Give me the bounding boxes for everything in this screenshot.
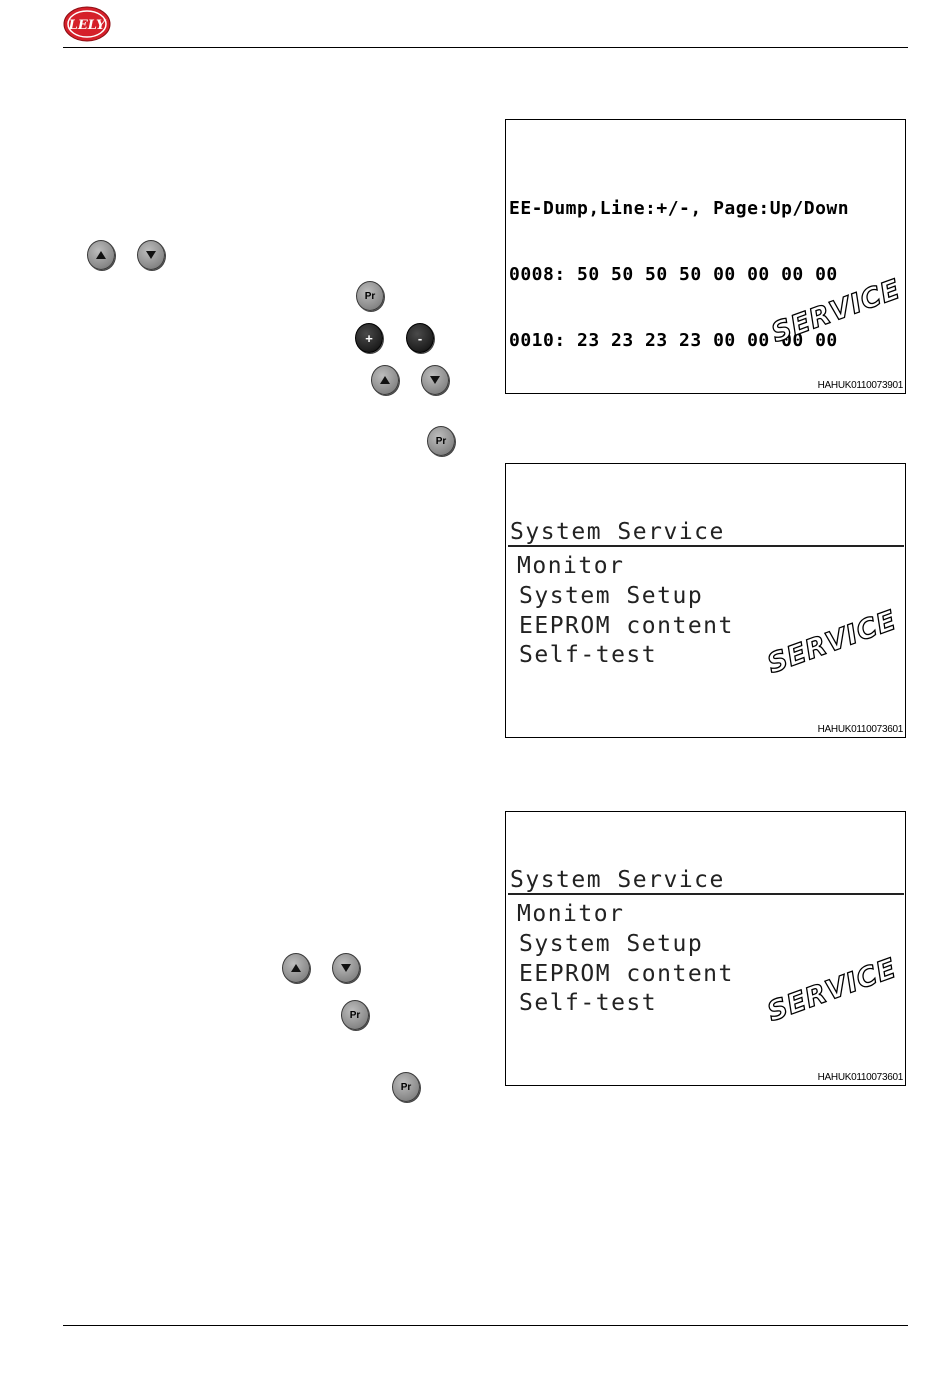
ee-dump-screen: [505, 119, 906, 394]
menu-item-eeprom-content: EEPROM content: [519, 613, 734, 639]
figure-caption: HAHUK0110073901: [817, 380, 903, 391]
up-key-button: [371, 365, 399, 395]
pr-key-button: [392, 1072, 420, 1102]
figure-caption: HAHUK0110073601: [817, 724, 903, 735]
arrow-down-icon: [146, 251, 156, 259]
ee-dump-lines: [509, 154, 849, 394]
pr-key-label: Pr: [400, 1081, 412, 1093]
minus-key-label: -: [417, 330, 423, 346]
logo-text: LELY: [68, 18, 106, 33]
footer-rule: [63, 1325, 908, 1326]
menu-item-monitor: Monitor: [517, 553, 625, 579]
menu-item-monitor: Monitor: [517, 901, 625, 927]
title-underline: [508, 545, 904, 547]
down-key-button: [137, 240, 165, 270]
service-stamp: SERVICE: [763, 952, 901, 1028]
up-key-button: [87, 240, 115, 270]
down-key-button: [332, 953, 360, 983]
system-service-screen: [505, 463, 906, 738]
screen-title: System Service: [510, 519, 725, 545]
ee-dump-header: EE-Dump,Line:+/-, Page:Up/Down: [509, 198, 850, 219]
menu-item-eeprom-content: EEPROM content: [519, 961, 734, 987]
menu-item-self-test: Self-test: [519, 990, 658, 1016]
down-key-button: [421, 365, 449, 395]
system-service-screen: [505, 811, 906, 1086]
arrow-up-icon: [291, 964, 301, 972]
pr-key-button: [356, 281, 384, 311]
arrow-down-icon: [430, 376, 440, 384]
up-key-button: [282, 953, 310, 983]
menu-item-system-setup: System Setup: [519, 931, 704, 957]
plus-key-label: +: [365, 330, 373, 346]
service-stamp: SERVICE: [763, 604, 901, 680]
arrow-up-icon: [96, 251, 106, 259]
figure-caption: HAHUK0110073601: [817, 1072, 903, 1083]
lely-logo: [63, 6, 111, 42]
screen-title: System Service: [510, 867, 725, 893]
title-underline: [508, 893, 904, 895]
header-rule: [63, 47, 908, 48]
ee-dump-line: 0008: 50 50 50 50 00 00 00 00: [509, 264, 838, 285]
arrow-down-icon: [341, 964, 351, 972]
pr-key-button: [341, 1000, 369, 1030]
ee-dump-line: 0010: 23 23 23 23 00 00 00 00: [509, 330, 838, 351]
minus-key-button: [406, 323, 434, 353]
menu-item-system-setup: System Setup: [519, 583, 704, 609]
pr-key-label: Pr: [364, 290, 376, 302]
menu-item-self-test: Self-test: [519, 642, 658, 668]
plus-key-button: [355, 323, 383, 353]
service-stamp: SERVICE: [767, 273, 905, 349]
pr-key-button: [427, 426, 455, 456]
pr-key-label: Pr: [435, 435, 447, 447]
arrow-up-icon: [380, 376, 390, 384]
pr-key-label: Pr: [349, 1009, 361, 1021]
